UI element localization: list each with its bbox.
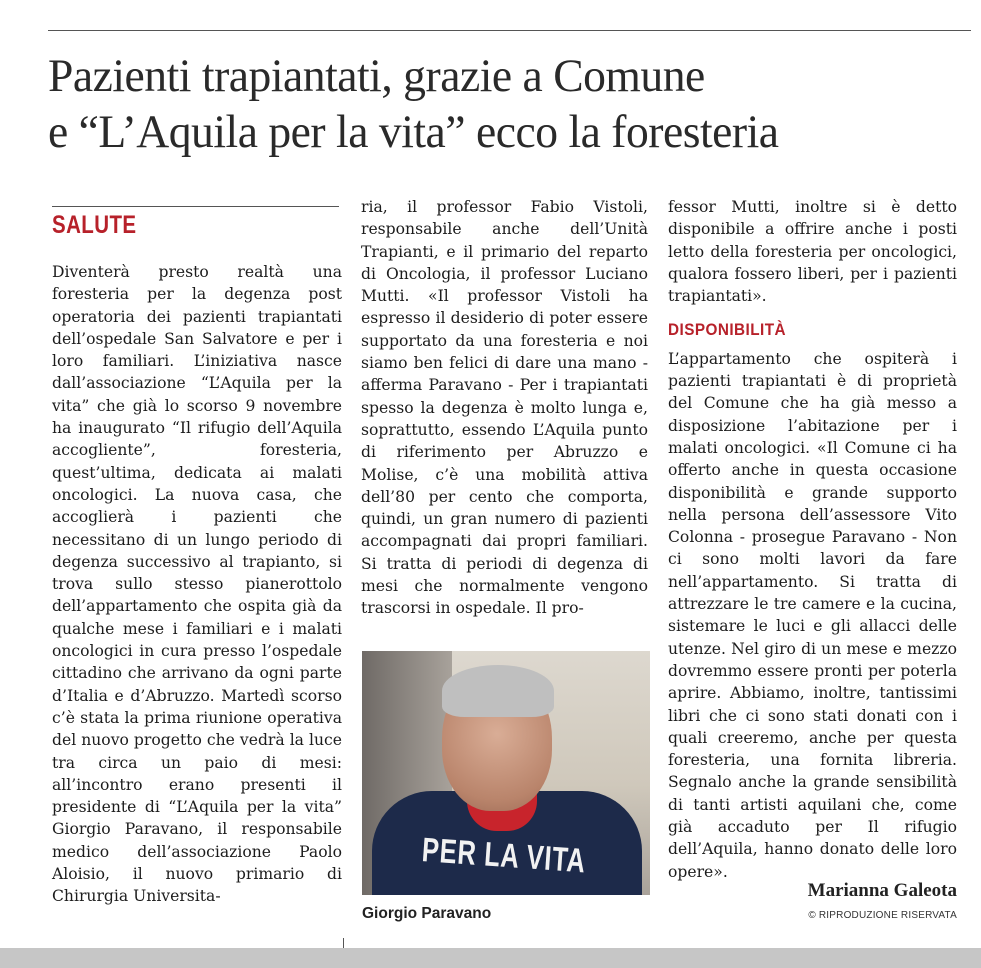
photo-shirt-print: PER LA VITA — [420, 831, 588, 881]
article-column-2 — [361, 196, 648, 620]
photo-hair — [442, 665, 554, 717]
portrait-photo — [362, 651, 650, 895]
paragraph: L’appartamento che ospiterà i pazienti trapiantati è di proprietà del Comune che ha già messo a disposizione l’abitazione per i malati oncologici. «Il Comune ci ha offerto anche in questa occasione disponibilità e grande supporto nella persona dell’assessore Vito Colonna - prosegue Paravano - Non ci sono molti lavori da fare nell’appartamento. Si tratta di attrezzare le tre camere e la cucina, sistemare le luci e gli allacci delle utenze. Nel giro di un mese e mezzo dovremmo essere pronti per poterla aprire. Abbiamo, inoltre, tantissimi libri che ci sono stati donati con i quali creeremo, anche per questa foresteria, una fornita libreria. Segnalo anche la grande sensibilità di tanti artisti aquilani che, come già accaduto per Il rifugio dell’Aquila, hanno donato delle loro opere». — [668, 349, 957, 881]
author-byline: Marianna Galeota — [807, 880, 957, 901]
headline-line-2: e “L’Aquila per la vita” ecco la foresteria — [48, 106, 779, 158]
top-rule — [48, 30, 971, 31]
copyright-notice: © RIPRODUZIONE RISERVATA — [808, 910, 957, 921]
article-column-3 — [668, 196, 957, 883]
paragraph: Diventerà presto realtà una foresteria per la degenza post operatoria dei pazienti trapiantati dell’ospedale San Salvatore e per i loro familiari. L’iniziativa nasce dall’associazione “L’Aquila per la vita” che già lo scorso 9 novembre ha inaugurato “Il rifugio dell’Aquila accogliente”, foresteria, quest’ultima, dedicata ai malati oncologici. La nuova casa, che accoglierà i pazienti che necessitano di un lungo periodo di degenza successivo al trapianto, si trova sullo stesso pianerottolo dell’appartamento che ospita già da qualche mese i familiari e i malati oncologici in cura presso l’ospedale cittadino che arrivano da ogni parte d’Italia e d’Abruzzo. Martedì scorso c’è stata la prima riunione operativa del nuovo progetto che vedrà la luce tra circa un paio di mesi: all’incontro erano presenti il presidente di “L’Aquila per la vita” Giorgio Paravano, il responsabile medico dell’associazione Paolo Aloisio, il nuovo primario di Chirurgia Universita- — [52, 263, 342, 906]
column-tick — [343, 938, 344, 948]
paragraph: ria, il professor Fabio Vistoli, responsabile anche dell’Unità Trapianti, e il primario del reparto di Oncologia, il professor Luciano Mutti. «Il professor Vistoli ha espresso il desiderio di poter essere supportato da una foresteria e noi siamo ben felici di dare una mano - afferma Paravano - Per i trapiantati spesso la degenza è molto lunga e, soprattutto, essendo L’Aquila punto di riferimento per Abruzzo e Molise, c’è una mobilità attiva dell’80 per cento che comporta, quindi, un gran numero di pazienti accompagnati dai propri familiari. Si tratta di periodi di degenza di mesi che normalmente vengono trascorsi in ospedale. Il pro- — [361, 198, 648, 618]
page-bottom-bar — [0, 948, 981, 968]
article-column-1 — [52, 261, 342, 908]
subheading: DISPONIBILITÀ — [668, 320, 787, 340]
section-rubric — [52, 206, 339, 243]
headline — [48, 48, 945, 160]
photo-caption: Giorgio Paravano — [362, 905, 492, 922]
paragraph: fessor Mutti, inoltre si è detto disponibile a offrire anche i posti letto della foresteria per oncologici, qualora fossero liberi, per i pazienti trapiantati». — [668, 198, 957, 306]
section-label: SALUTE — [52, 211, 137, 239]
headline-line-1: Pazienti trapiantati, grazie a Comune — [48, 50, 705, 102]
